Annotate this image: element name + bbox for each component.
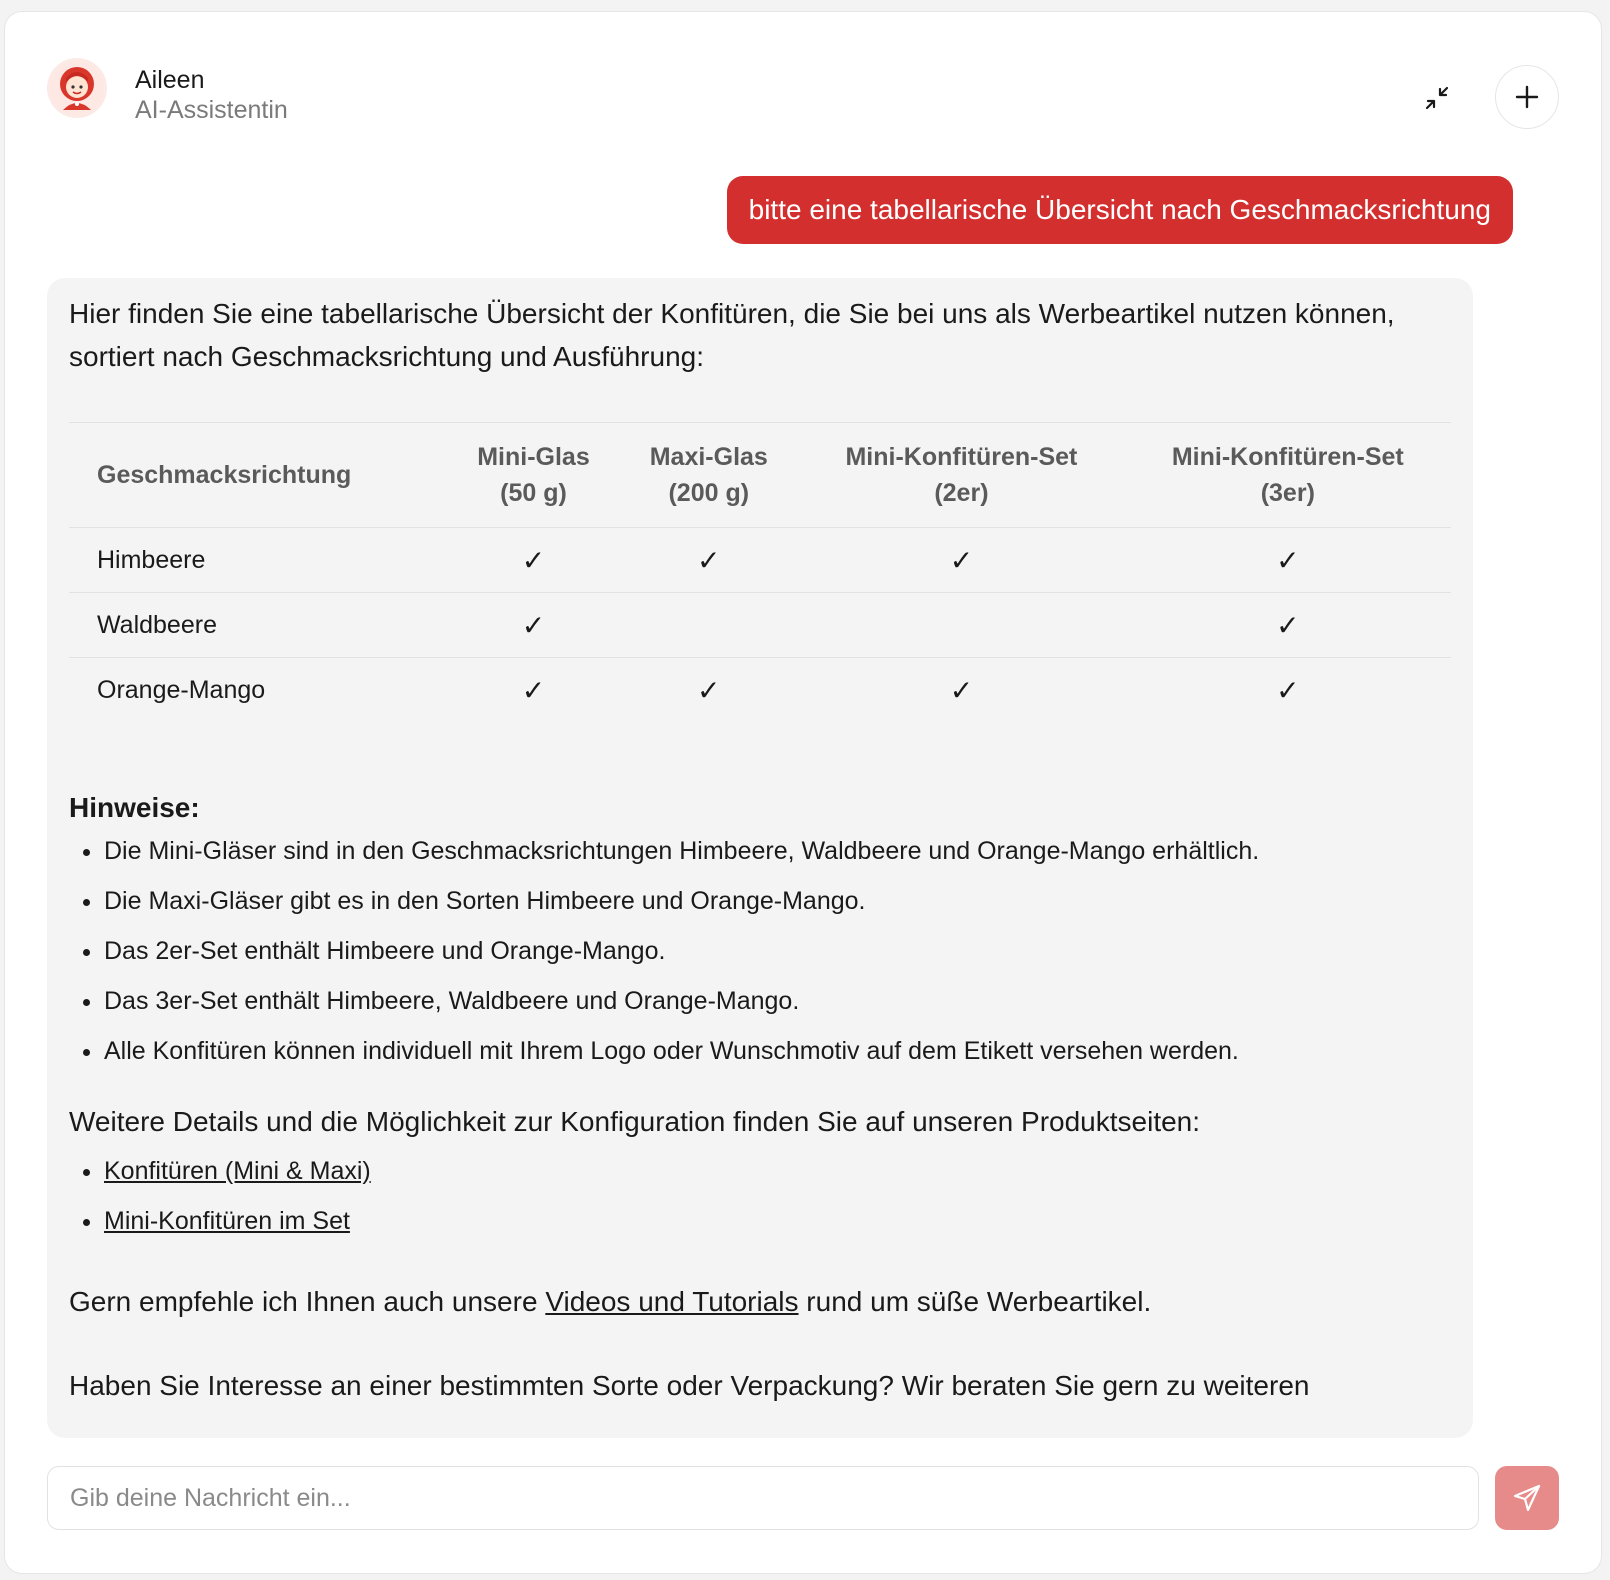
link-konfitueren-mini-maxi[interactable]: Konfitüren (Mini & Maxi)	[104, 1157, 371, 1185]
minimize-button[interactable]	[1419, 80, 1455, 116]
table-row	[69, 528, 1451, 593]
flavor-cell: Waldbeere	[69, 593, 448, 658]
empty-cell	[619, 593, 798, 658]
link-videos-tutorials[interactable]: Videos und Tutorials	[545, 1286, 799, 1317]
list-item	[104, 1154, 1451, 1188]
list-item: • Die Maxi-Gläser gibt es in den Sorten Himbeere und Orange-Mango.	[104, 884, 1451, 918]
user-message: bitte eine tabellarische Übersicht nach Geschmacksrichtung	[727, 176, 1513, 244]
link-mini-konfitueren-set[interactable]: Mini-Konfitüren im Set	[104, 1207, 350, 1235]
notes-list	[69, 834, 1451, 1068]
checkmark-icon: ✓	[448, 528, 620, 593]
checkmark-icon: ✓	[798, 528, 1124, 593]
assistant-avatar	[47, 58, 107, 118]
table-header-cell: Maxi-Glas (200 g)	[619, 423, 798, 528]
list-item	[104, 1204, 1451, 1238]
checkmark-icon: ✓	[1125, 593, 1451, 658]
checkmark-icon: ✓	[619, 528, 798, 593]
details-text: Weitere Details und die Möglichkeit zur Konfiguration finden Sie auf unseren Produktseiten:	[69, 1106, 1201, 1137]
assistant-avatar-icon	[49, 60, 105, 116]
assistant-title	[135, 65, 288, 125]
assistant-intro: Hier finden Sie eine tabellarische Übersicht der Konfitüren, die Sie bei uns als Werbeartikel nutzen können, sortiert nach Geschmacksrichtung und Ausführung:	[69, 298, 1395, 372]
checkmark-icon: ✓	[697, 674, 721, 706]
chat-window	[4, 11, 1602, 1574]
flavor-cell: Orange-Mango	[97, 675, 266, 704]
checkmark-icon: ✓	[1125, 528, 1451, 593]
table-header-row	[69, 423, 1451, 528]
checkmark-icon: ✓	[1276, 674, 1300, 706]
message-input[interactable]	[48, 1483, 1478, 1514]
plus-icon	[1514, 84, 1540, 110]
table-row	[69, 658, 1451, 723]
list-item: • Das 2er-Set enthält Himbeere und Orange-Mango.	[104, 934, 1451, 968]
collapse-icon	[1423, 84, 1451, 112]
list-item: • Das 3er-Set enthält Himbeere, Waldbeere und Orange-Mango.	[104, 984, 1451, 1018]
recommend-text: Gern empfehle ich Ihnen auch unsere Videos und Tutorials rund um süße Werbeartikel.	[69, 1286, 1152, 1317]
new-chat-button[interactable]	[1495, 65, 1559, 129]
table-header-cell: Mini-Konfitüren-Set (2er)	[798, 423, 1124, 528]
empty-cell	[798, 593, 1124, 658]
assistant-message	[47, 278, 1473, 1438]
checkmark-icon: ✓	[521, 674, 546, 706]
list-item: • Alle Konfitüren können individuell mit Ihrem Logo oder Wunschmotiv auf dem Etikett versehen werden.	[104, 1034, 1451, 1068]
list-item: • Die Mini-Gläser sind in den Geschmacksrichtungen Himbeere, Waldbeere und Orange-Mango erhältlich.	[104, 834, 1451, 868]
flavor-cell: Himbeere	[69, 528, 448, 593]
send-icon	[1512, 1483, 1542, 1513]
flavor-table	[69, 422, 1451, 722]
checkmark-icon: ✓	[448, 593, 620, 658]
table-header-cell: Mini-Konfitüren-Set (3er)	[1125, 423, 1451, 528]
product-links-list	[69, 1154, 1451, 1238]
chat-header	[5, 12, 1601, 162]
notes-heading: Hinweise:	[69, 792, 200, 823]
table-header-cell: Geschmacksrichtung	[69, 423, 448, 528]
assistant-role: AI-Assistentin	[135, 96, 288, 124]
send-button[interactable]	[1495, 1466, 1559, 1530]
table-header-cell: Mini-Glas (50 g)	[448, 423, 620, 528]
assistant-name: Aileen	[135, 66, 205, 94]
checkmark-icon: ✓	[949, 674, 974, 706]
closing-text: Haben Sie Interesse an einer bestimmten Sorte oder Verpackung? Wir beraten Sie gern zu weiteren	[69, 1370, 1310, 1401]
table-row	[69, 593, 1451, 658]
message-input-container	[47, 1466, 1479, 1530]
